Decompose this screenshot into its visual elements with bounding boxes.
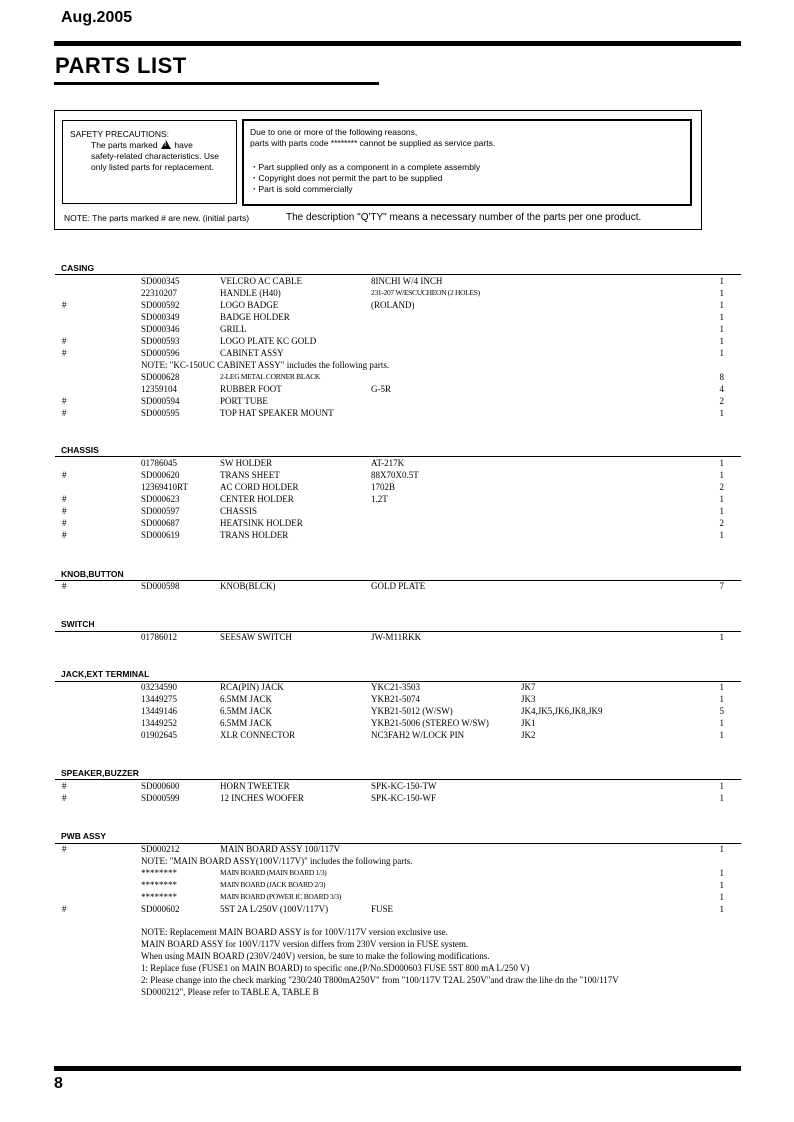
cell-qty: 7 — [719, 581, 724, 591]
cell-qty: 1 — [719, 324, 724, 334]
cell-desc: HEATSINK HOLDER — [220, 518, 303, 528]
table-row — [0, 395, 794, 407]
cell-part: SD000619 — [141, 530, 180, 540]
cell-spec: SPK-KC-150-WF — [371, 793, 437, 803]
table-row — [0, 335, 794, 347]
cell-spec: YKB21-5012 (W/SW) — [371, 706, 453, 716]
cell-mark: # — [62, 336, 67, 346]
cell-qty: 2 — [719, 482, 724, 492]
cell-qty: 1 — [719, 348, 724, 358]
cell-part: 13449252 — [141, 718, 177, 728]
table-row — [0, 481, 794, 493]
cell-part: 12369410RT — [141, 482, 188, 492]
table-row — [0, 347, 794, 359]
cell-qty: 1 — [719, 494, 724, 504]
cell-desc: CABINET ASSY — [220, 348, 284, 358]
table-row — [0, 580, 794, 592]
cell-spec: SPK-KC-150-TW — [371, 781, 437, 791]
page-title: PARTS LIST — [55, 53, 187, 78]
warning-triangle-icon — [161, 140, 171, 149]
table-row — [0, 299, 794, 311]
cell-qty: 1 — [719, 682, 724, 692]
cell-mark: # — [62, 530, 67, 540]
table-row — [0, 407, 794, 419]
cell-part: SD000597 — [141, 506, 180, 516]
cell-part: SD000349 — [141, 312, 180, 322]
cell-spec: YKB21-5074 — [371, 694, 420, 704]
table-row — [0, 792, 794, 804]
cell-mark: # — [62, 300, 67, 310]
cell-part: SD000623 — [141, 494, 180, 504]
cell-ref: JK1 — [521, 718, 536, 728]
cell-spec: 1702B — [371, 482, 396, 492]
footnote-line: 2: Please change into the check marking "230/240 T800mA250V" from "100/117V T2AL 250V"and draw the lihe dn the "100/117V — [141, 975, 619, 985]
cell-qty: 4 — [719, 384, 724, 394]
top-rule — [54, 41, 741, 46]
cell-part: 13449275 — [141, 694, 177, 704]
cell-qty: 1 — [719, 530, 724, 540]
cell-desc: TRANS SHEET — [220, 470, 280, 480]
table-row — [0, 867, 794, 879]
section-title-chassis: CHASSIS — [61, 445, 99, 455]
cell-part: 01786012 — [141, 632, 177, 642]
cell-desc: KNOB(BLCK) — [220, 581, 276, 591]
table-row — [0, 681, 794, 693]
table-row — [0, 843, 794, 855]
cell-spec: 231-207 W/ESCUCHEON (2 HOLES) — [371, 288, 480, 297]
table-row — [0, 323, 794, 335]
footnote-line: When using MAIN BOARD (230V/240V) version, be sure to make the following modifications. — [141, 951, 490, 961]
cell-qty: 1 — [719, 718, 724, 728]
cell-qty: 1 — [719, 844, 724, 854]
table-row — [0, 903, 794, 915]
cell-spec: FUSE — [371, 904, 394, 914]
table-row — [0, 780, 794, 792]
bottom-rule — [54, 1066, 741, 1071]
cell-spec: JW-M11RKK — [371, 632, 422, 642]
cell-qty: 8 — [719, 372, 724, 382]
cell-part: SD000592 — [141, 300, 180, 310]
cell-mark: # — [62, 506, 67, 516]
cell-desc: 2-LEG METAL CORNER BLACK — [220, 372, 321, 381]
cell-mark: # — [62, 844, 67, 854]
cell-desc: HANDLE (H40) — [220, 288, 281, 298]
reasons-line-2: parts with parts code ******** cannot be supplied as service parts. — [250, 138, 496, 148]
cell-spec: NC3FAH2 W/LOCK PIN — [371, 730, 465, 740]
reasons-bullet: ・Part is sold commercially — [250, 184, 353, 194]
cell-qty: 1 — [719, 781, 724, 791]
reasons-line-1: Due to one or more of the following reasons, — [250, 127, 418, 137]
table-row — [0, 631, 794, 643]
section-title-pwb: PWB ASSY — [61, 831, 107, 841]
cell-desc: RCA(PIN) JACK — [220, 682, 284, 692]
table-row — [0, 275, 794, 287]
cell-desc: SW HOLDER — [220, 458, 273, 468]
cell-desc: MAIN BOARD (POWER IC BOARD 3/3) — [220, 892, 341, 901]
cell-desc: LOGO BADGE — [220, 300, 279, 310]
cell-desc: MAIN BOARD ASSY 100/117V — [220, 844, 341, 854]
footnote-line: MAIN BOARD ASSY for 100V/117V version differs from 230V version in FUSE system. — [141, 939, 469, 949]
cell-part: 01786045 — [141, 458, 177, 468]
cell-qty: 1 — [719, 506, 724, 516]
cell-spec: YKB21-5006 (STEREO W/SW) — [371, 718, 489, 728]
cell-desc: RUBBER FOOT — [220, 384, 282, 394]
footnote-line: NOTE: Replacement MAIN BOARD ASSY is for 100V/117V version exclusive use. — [141, 927, 448, 937]
cell-part: 01902645 — [141, 730, 177, 740]
cell-part: ******** — [141, 892, 177, 902]
cell-part: SD000596 — [141, 348, 180, 358]
cell-qty: 1 — [719, 632, 724, 642]
new-parts-note: NOTE: The parts marked # are new. (initial parts) — [64, 213, 250, 223]
cell-qty: 1 — [719, 288, 724, 298]
cell-mark: # — [62, 904, 67, 914]
safety-line-3: only listed parts for replacement. — [91, 162, 214, 172]
table-row — [0, 371, 794, 383]
cell-part: SD000345 — [141, 276, 180, 286]
table-row — [0, 529, 794, 541]
cell-spec: 1.2T — [371, 494, 388, 504]
cell-desc: TOP HAT SPEAKER MOUNT — [220, 408, 334, 418]
table-row — [0, 693, 794, 705]
cell-qty: 1 — [719, 730, 724, 740]
cell-part: 22310207 — [141, 288, 177, 298]
cell-part: SD000599 — [141, 793, 180, 803]
section-title-knob: KNOB,BUTTON — [61, 569, 124, 579]
cell-part: SD000595 — [141, 408, 180, 418]
cell-qty: 1 — [719, 408, 724, 418]
safety-heading: SAFETY PRECAUTIONS: — [70, 129, 170, 139]
cell-desc: GRILL — [220, 324, 247, 334]
cell-desc: MAIN BOARD (JACK BOARD 2/3) — [220, 880, 326, 889]
table-row — [0, 457, 794, 469]
cell-spec: G-5R — [371, 384, 391, 394]
cell-spec: (ROLAND) — [371, 300, 415, 310]
cell-desc: PORT TUBE — [220, 396, 268, 406]
reasons-bullet: ・Part supplied only as a component in a complete assembly — [250, 162, 481, 172]
safety-line-1 — [91, 140, 193, 151]
safety-line-1-pre: The parts marked — [91, 140, 158, 150]
table-row — [0, 717, 794, 729]
table-row — [0, 879, 794, 891]
table-row — [0, 287, 794, 299]
cell-desc: AC CORD HOLDER — [220, 482, 299, 492]
cell-mark: # — [62, 494, 67, 504]
title-underline — [54, 82, 379, 85]
cell-part: SD000346 — [141, 324, 180, 334]
cell-qty: 1 — [719, 694, 724, 704]
reasons-bullet: ・Copyright does not permit the part to be supplied — [250, 173, 443, 183]
cell-part: SD000598 — [141, 581, 180, 591]
cell-qty: 1 — [719, 470, 724, 480]
cell-qty: 2 — [719, 518, 724, 528]
cell-part: 12359104 — [141, 384, 177, 394]
cell-desc: CHASSIS — [220, 506, 258, 516]
table-row — [0, 493, 794, 505]
section-note: NOTE: "MAIN BOARD ASSY(100V/117V)" includes the following parts. — [141, 856, 413, 866]
footnote-line: 1: Replace fuse (FUSE1 on MAIN BOARD) to specific one.(P/No.SD000603 FUSE 5ST 800 mA L/250 V) — [141, 963, 530, 973]
cell-qty: 1 — [719, 312, 724, 322]
cell-spec: GOLD PLATE — [371, 581, 426, 591]
cell-qty: 5 — [719, 706, 724, 716]
cell-qty: 1 — [719, 336, 724, 346]
cell-spec: 8INCHI W/4 INCH — [371, 276, 443, 286]
cell-part: ******** — [141, 880, 177, 890]
cell-ref: JK4,JK5,JK6,JK8,JK9 — [521, 706, 603, 716]
cell-qty: 1 — [719, 892, 724, 902]
cell-mark: # — [62, 396, 67, 406]
cell-qty: 1 — [719, 880, 724, 890]
cell-ref: JK3 — [521, 694, 536, 704]
cell-part: SD000628 — [141, 372, 180, 382]
section-title-switch: SWITCH — [61, 619, 95, 629]
cell-mark: # — [62, 581, 67, 591]
cell-part: SD000212 — [141, 844, 180, 854]
cell-part: SD000593 — [141, 336, 180, 346]
qty-note: The description "Q'TY" means a necessary number of the parts per one product. — [286, 212, 642, 223]
table-row — [0, 729, 794, 741]
table-row — [0, 705, 794, 717]
cell-desc: MAIN BOARD (MAIN BOARD 1/3) — [220, 868, 327, 877]
table-row — [0, 311, 794, 323]
cell-desc: 12 INCHES WOOFER — [220, 793, 304, 803]
table-row — [0, 891, 794, 903]
cell-qty: 1 — [719, 300, 724, 310]
cell-part: SD000687 — [141, 518, 180, 528]
cell-mark: # — [62, 408, 67, 418]
cell-desc: TRANS HOLDER — [220, 530, 289, 540]
cell-mark: # — [62, 348, 67, 358]
cell-part: SD000594 — [141, 396, 180, 406]
section-title-jack: JACK,EXT TERMINAL — [61, 669, 150, 679]
cell-mark: # — [62, 470, 67, 480]
header-date: Aug.2005 — [61, 9, 133, 26]
cell-desc: LOGO PLATE KC GOLD — [220, 336, 317, 346]
page-number: 8 — [54, 1075, 63, 1092]
cell-mark: # — [62, 781, 67, 791]
cell-desc: BADGE HOLDER — [220, 312, 290, 322]
cell-mark: # — [62, 518, 67, 528]
section-note: NOTE: "KC-150UC CABINET ASSY" includes the following parts. — [141, 360, 390, 370]
cell-qty: 1 — [719, 868, 724, 878]
cell-desc: 6.5MM JACK — [220, 694, 273, 704]
cell-desc: HORN TWEETER — [220, 781, 290, 791]
cell-qty: 1 — [719, 793, 724, 803]
cell-ref: JK7 — [521, 682, 536, 692]
cell-part: SD000600 — [141, 781, 180, 791]
cell-desc: XLR CONNECTOR — [220, 730, 296, 740]
cell-qty: 1 — [719, 904, 724, 914]
cell-spec: YKC21-3503 — [371, 682, 420, 692]
safety-line-2: safety-related characteristics. Use — [91, 151, 220, 161]
table-row — [0, 505, 794, 517]
cell-part: 03234590 — [141, 682, 177, 692]
cell-part: ******** — [141, 868, 177, 878]
cell-qty: 1 — [719, 458, 724, 468]
cell-desc: CENTER HOLDER — [220, 494, 294, 504]
cell-part: SD000620 — [141, 470, 180, 480]
cell-desc: 6.5MM JACK — [220, 718, 273, 728]
cell-desc: 6.5MM JACK — [220, 706, 273, 716]
cell-spec: 88X70X0.5T — [371, 470, 419, 480]
cell-qty: 1 — [719, 276, 724, 286]
cell-desc: 5ST 2A L/250V (100V/117V) — [220, 904, 329, 914]
cell-ref: JK2 — [521, 730, 536, 740]
cell-part: SD000602 — [141, 904, 180, 914]
cell-spec: AT-217K — [371, 458, 405, 468]
footnote-line: SD000212", Please refer to TABLE A, TABLE B — [141, 987, 319, 997]
table-row — [0, 517, 794, 529]
cell-part: 13449146 — [141, 706, 177, 716]
safety-line-1-post: have — [174, 140, 193, 150]
section-title-casing: CASING — [61, 263, 95, 273]
table-row — [0, 383, 794, 395]
cell-mark: # — [62, 793, 67, 803]
table-row — [0, 469, 794, 481]
cell-qty: 2 — [719, 396, 724, 406]
section-title-speaker: SPEAKER,BUZZER — [61, 768, 139, 778]
cell-desc: SEESAW SWITCH — [220, 632, 292, 642]
cell-desc: VELCRO AC CABLE — [220, 276, 303, 286]
